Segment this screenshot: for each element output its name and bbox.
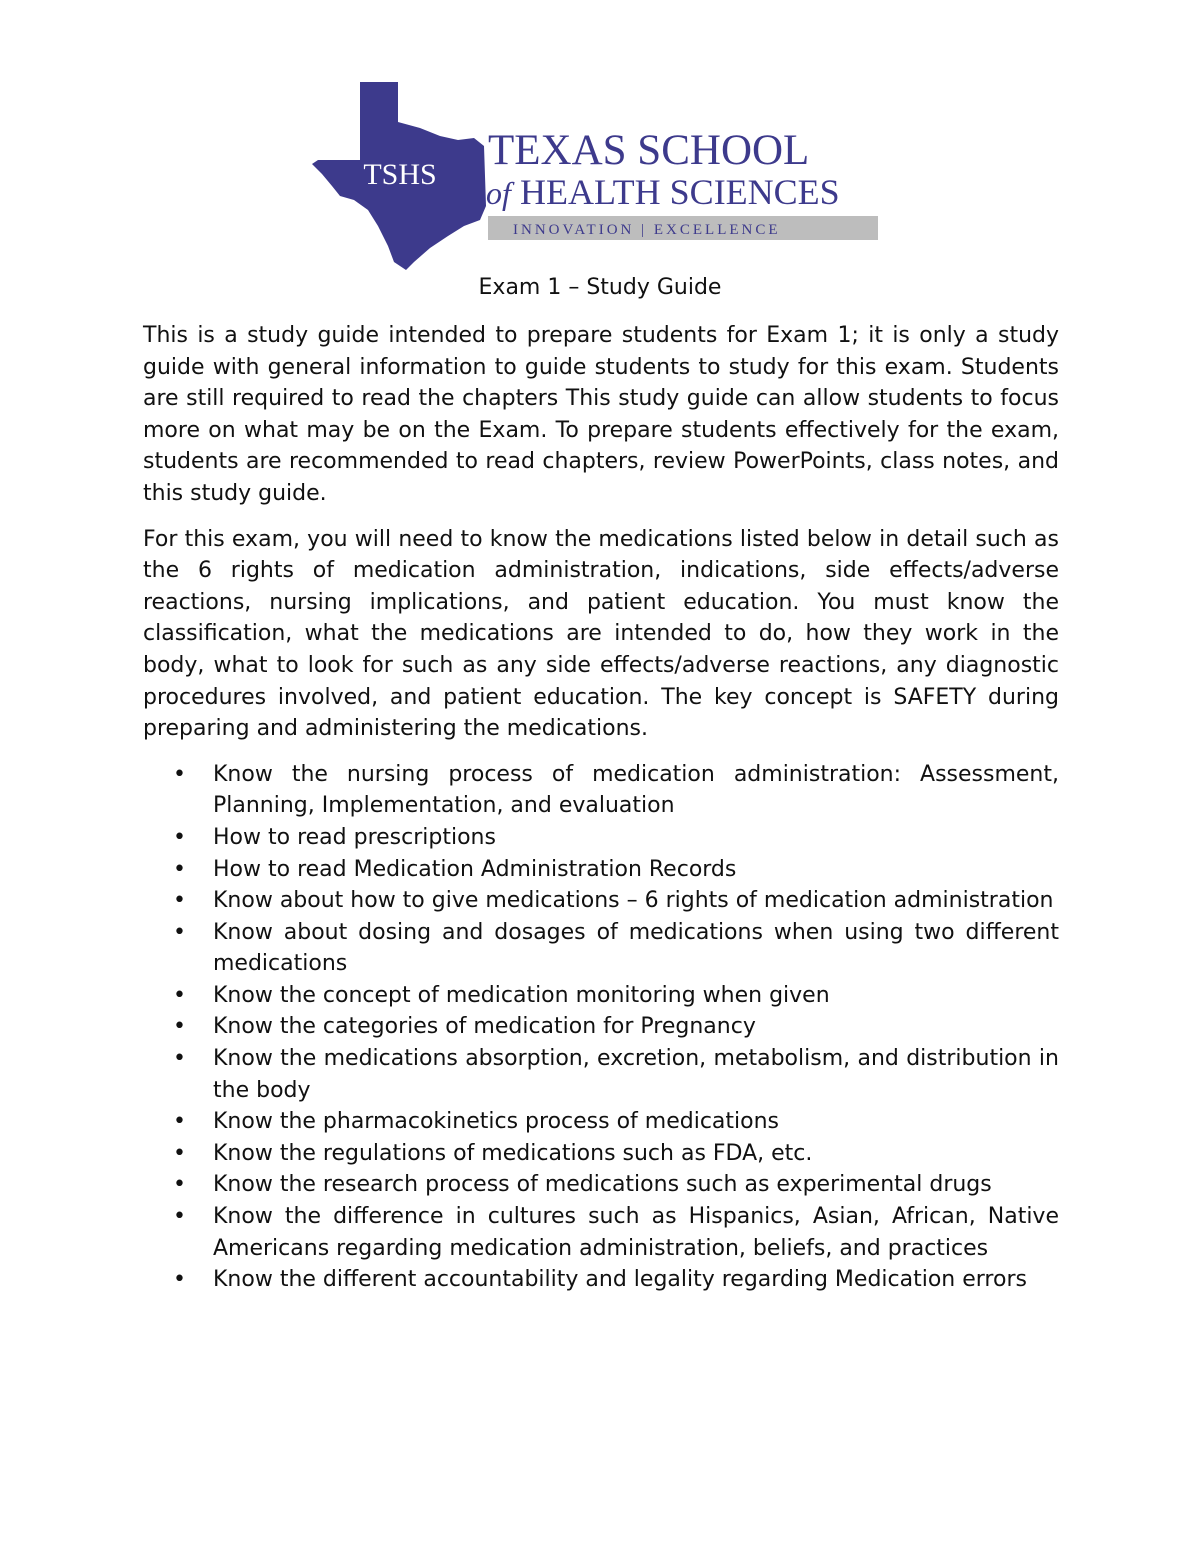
- bullet-icon: •: [173, 1140, 186, 1166]
- school-logo: [308, 76, 888, 272]
- bullet-icon: •: [173, 1109, 186, 1135]
- list-item-text: Know the difference in cultures such as Hispanics, Asian, African, Native Americans regarding medication administration, beliefs, and practices: [213, 1204, 1059, 1261]
- logo-name-of: of: [486, 175, 511, 211]
- bullet-icon: •: [173, 856, 186, 882]
- bullet-icon: •: [173, 1046, 186, 1072]
- bullet-icon: •: [173, 1204, 186, 1230]
- logo-abbr: TSHS: [363, 158, 437, 191]
- study-topics-list: [143, 759, 1059, 1296]
- list-item: [143, 1201, 1059, 1264]
- bullet-icon: •: [173, 761, 186, 787]
- list-item-text: Know the nursing process of medication administration: Assessment, Planning, Implementation, and evaluation: [213, 761, 1059, 819]
- list-item: [143, 917, 1059, 980]
- list-item: [143, 854, 1059, 886]
- list-item-text: How to read Medication Administration Records: [213, 856, 737, 882]
- list-item-text: Know about dosing and dosages of medications when using two different medications: [213, 919, 1059, 977]
- texas-logo-graphic: [308, 76, 888, 272]
- bullet-icon: •: [173, 919, 186, 945]
- bullet-icon: •: [173, 982, 186, 1008]
- bullet-icon: •: [173, 1267, 186, 1293]
- document-body: [143, 320, 1059, 1296]
- list-item: [143, 1043, 1059, 1106]
- list-item-text: Know the different accountability and legality regarding Medication errors: [213, 1267, 1027, 1293]
- logo-tagline: INNOVATION | EXCELLENCE: [513, 222, 781, 238]
- list-item-text: Know the medications absorption, excretion, metabolism, and distribution in the body: [213, 1046, 1059, 1103]
- bullet-icon: •: [173, 888, 186, 914]
- list-item-text: Know the pharmacokinetics process of medications: [213, 1109, 780, 1135]
- list-item: [143, 980, 1059, 1012]
- intro-paragraph: This is a study guide intended to prepare students for Exam 1; it is only a study guide with general information to guide students to study for this exam. Students are still required to read the chapters This study guide can allow students to focus more on what may be on the Exam. To prepare students effectively for the exam, students are recommended to read chapters, review PowerPoints, class notes, and this study guide.: [143, 323, 1059, 506]
- list-item: [143, 1138, 1059, 1170]
- list-item: [143, 1169, 1059, 1201]
- page-title: Exam 1 – Study Guide: [478, 275, 722, 300]
- bullet-icon: •: [173, 1172, 186, 1198]
- bullet-icon: •: [173, 824, 186, 850]
- list-item: [143, 1264, 1059, 1296]
- list-item: [143, 1106, 1059, 1138]
- bullet-icon: •: [173, 1014, 186, 1040]
- list-item-text: How to read prescriptions: [213, 824, 496, 850]
- list-item-text: Know the regulations of medications such as FDA, etc.: [213, 1140, 813, 1166]
- list-item: [143, 1011, 1059, 1043]
- list-item: [143, 822, 1059, 854]
- list-item-text: Know the concept of medication monitoring when given: [213, 982, 830, 1008]
- list-item-text: Know about how to give medications – 6 rights of medication administration: [213, 888, 1054, 914]
- logo-name-line1: TEXAS SCHOOL: [488, 127, 810, 174]
- logo-name-line2: HEALTH SCIENCES: [520, 172, 840, 212]
- list-item: [143, 759, 1059, 822]
- list-item: [143, 885, 1059, 917]
- exam-requirements-paragraph: For this exam, you will need to know the medications listed below in detail such as the 6 rights of medication administration, indications, side effects/adverse reactions, nursing implications, and patient education. You must know the classification, what the medications are intended to do, how they work in the body, what to look for such as any side effects/adverse reactions, any diagnostic procedures involved, and patient education. The key concept is SAFETY during preparing and administering the medications.: [143, 526, 1059, 742]
- list-item-text: Know the categories of medication for Pregnancy: [213, 1014, 756, 1040]
- list-item-text: Know the research process of medications such as experimental drugs: [213, 1172, 992, 1198]
